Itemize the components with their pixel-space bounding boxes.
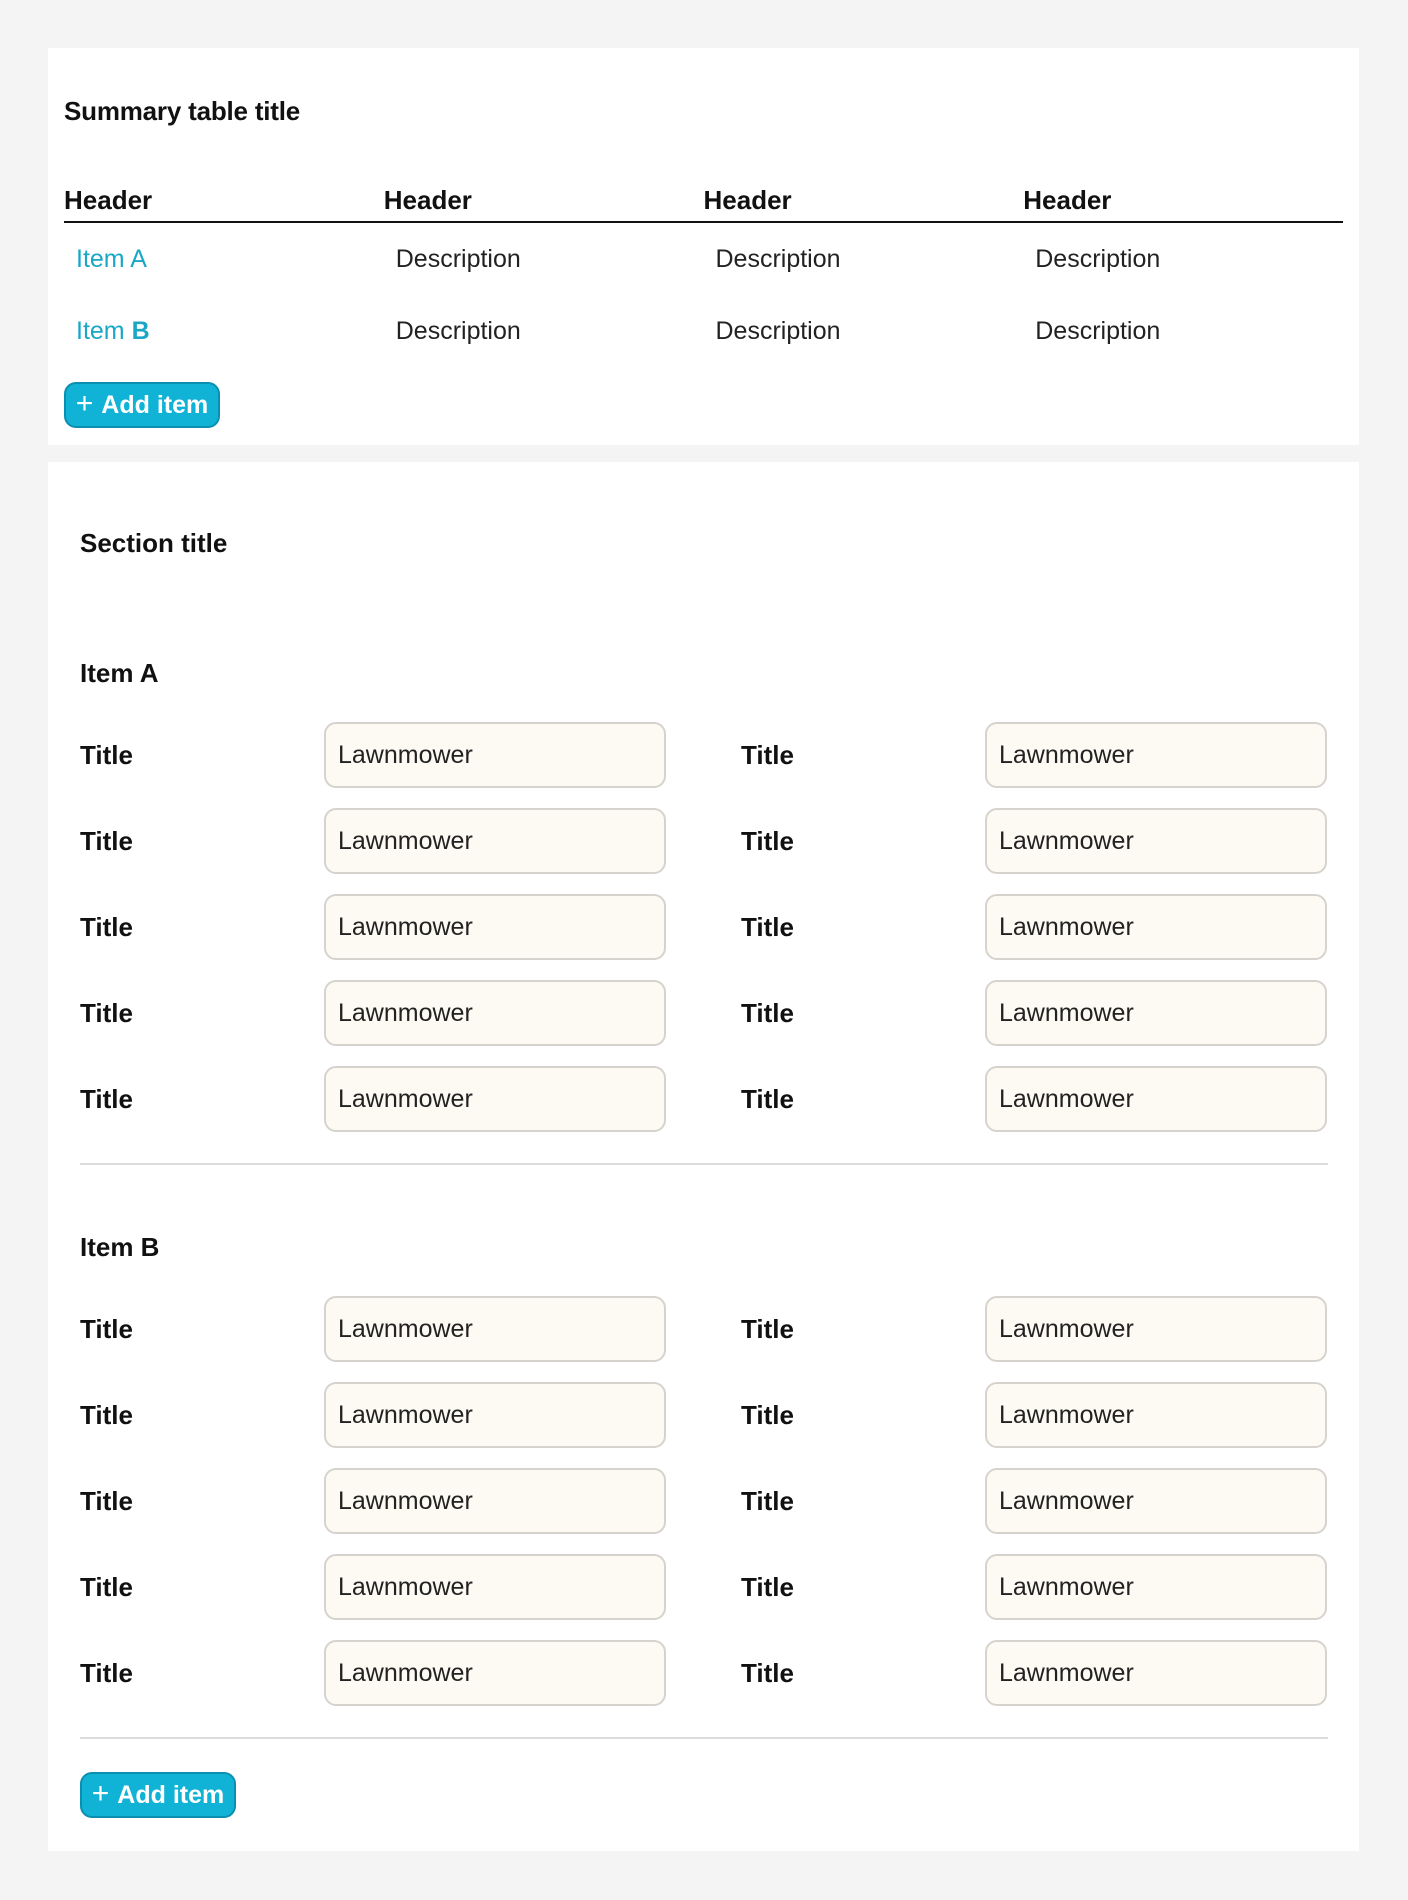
field [80, 894, 741, 960]
text-field[interactable] [324, 808, 666, 874]
field-label: Title [741, 997, 794, 1028]
summary-add-item-button[interactable] [64, 382, 220, 428]
summary-table [64, 180, 1343, 367]
field-label: Title [80, 1571, 133, 1602]
row-b-description-1: Description [395, 316, 521, 345]
group-title-item-a: Item A [80, 658, 159, 688]
field-label: Title [741, 1485, 794, 1516]
field-label: Title [80, 1657, 133, 1688]
field-label: Title [741, 1571, 794, 1602]
item-b-field-grid [80, 1296, 1328, 1726]
field-label: Title [741, 739, 794, 770]
field [741, 1554, 1328, 1620]
field-label: Title [80, 1399, 133, 1430]
field-label: Title [80, 825, 133, 856]
field-row [80, 1468, 1328, 1554]
summary-table-title: Summary table title [64, 96, 301, 126]
text-field[interactable] [324, 980, 666, 1046]
field-label: Title [741, 911, 794, 942]
text-field[interactable] [985, 1296, 1327, 1362]
text-field[interactable] [324, 1640, 666, 1706]
field-row [80, 1554, 1328, 1640]
add-item-label: Add item [101, 390, 209, 419]
plus-icon: + [91, 1776, 110, 1810]
field [80, 808, 741, 874]
field-row [80, 1066, 1328, 1152]
text-field[interactable] [324, 722, 666, 788]
field [741, 980, 1328, 1046]
text-field[interactable] [985, 722, 1327, 788]
field [80, 1066, 741, 1132]
field-label: Title [741, 1313, 794, 1344]
field-label: Title [741, 1399, 794, 1430]
field-label: Title [741, 1083, 794, 1114]
add-item-label: Add item [117, 1780, 225, 1809]
section-card [48, 462, 1359, 1851]
text-field[interactable] [324, 1468, 666, 1534]
divider [80, 1163, 1328, 1165]
summary-card [48, 48, 1359, 445]
text-field[interactable] [324, 1554, 666, 1620]
item-b-link-suffix: B [131, 316, 150, 345]
field-label: Title [80, 1485, 133, 1516]
section-title: Section title [80, 528, 228, 558]
field-row [80, 808, 1328, 894]
table-header-row [64, 180, 1343, 223]
field [741, 1468, 1328, 1534]
text-field[interactable] [985, 1382, 1327, 1448]
field [80, 1554, 741, 1620]
field [741, 1382, 1328, 1448]
field-row [80, 1296, 1328, 1382]
item-a-link[interactable] [64, 245, 384, 274]
text-field[interactable] [985, 980, 1327, 1046]
field-label: Title [741, 1657, 794, 1688]
section-add-item-button[interactable] [80, 1772, 236, 1818]
text-field[interactable] [985, 808, 1327, 874]
item-b-link-prefix: Item [76, 316, 132, 345]
field-row [80, 722, 1328, 808]
field-label: Title [80, 911, 133, 942]
table-header-1: Header [64, 185, 153, 215]
row-b-description-2: Description [715, 316, 841, 345]
field [80, 1640, 741, 1706]
table-header-4: Header [1023, 185, 1112, 215]
field [741, 1066, 1328, 1132]
table-row [64, 295, 1343, 367]
field [80, 1382, 741, 1448]
text-field[interactable] [324, 894, 666, 960]
field [741, 808, 1328, 874]
group-title-item-b: Item B [80, 1232, 160, 1262]
field [80, 722, 741, 788]
table-header-2: Header [383, 185, 472, 215]
table-header-3: Header [703, 185, 792, 215]
item-a-link-suffix: A [130, 244, 147, 273]
field-label: Title [80, 1313, 133, 1344]
row-a-description-3: Description [1035, 244, 1161, 273]
field [741, 1640, 1328, 1706]
field [80, 1468, 741, 1534]
text-field[interactable] [324, 1066, 666, 1132]
item-a-link-prefix: Item [76, 244, 131, 273]
field-label: Title [80, 1083, 133, 1114]
field-label: Title [80, 997, 133, 1028]
item-b-link[interactable] [64, 317, 384, 346]
field-row [80, 1382, 1328, 1468]
field [741, 894, 1328, 960]
field-row [80, 894, 1328, 980]
text-field[interactable] [985, 1066, 1327, 1132]
field-label: Title [80, 739, 133, 770]
text-field[interactable] [324, 1382, 666, 1448]
field [80, 980, 741, 1046]
text-field[interactable] [985, 1468, 1327, 1534]
field-row [80, 1640, 1328, 1726]
divider [80, 1737, 1328, 1739]
field [80, 1296, 741, 1362]
row-a-description-1: Description [395, 244, 521, 273]
plus-icon: + [75, 386, 94, 420]
row-a-description-2: Description [715, 244, 841, 273]
row-b-description-3: Description [1035, 316, 1161, 345]
field [741, 1296, 1328, 1362]
field-row [80, 980, 1328, 1066]
field [741, 722, 1328, 788]
table-row [64, 223, 1343, 295]
item-a-field-grid [80, 722, 1328, 1152]
text-field[interactable] [985, 1554, 1327, 1620]
text-field[interactable] [985, 1640, 1327, 1706]
field-label: Title [741, 825, 794, 856]
text-field[interactable] [985, 894, 1327, 960]
text-field[interactable] [324, 1296, 666, 1362]
